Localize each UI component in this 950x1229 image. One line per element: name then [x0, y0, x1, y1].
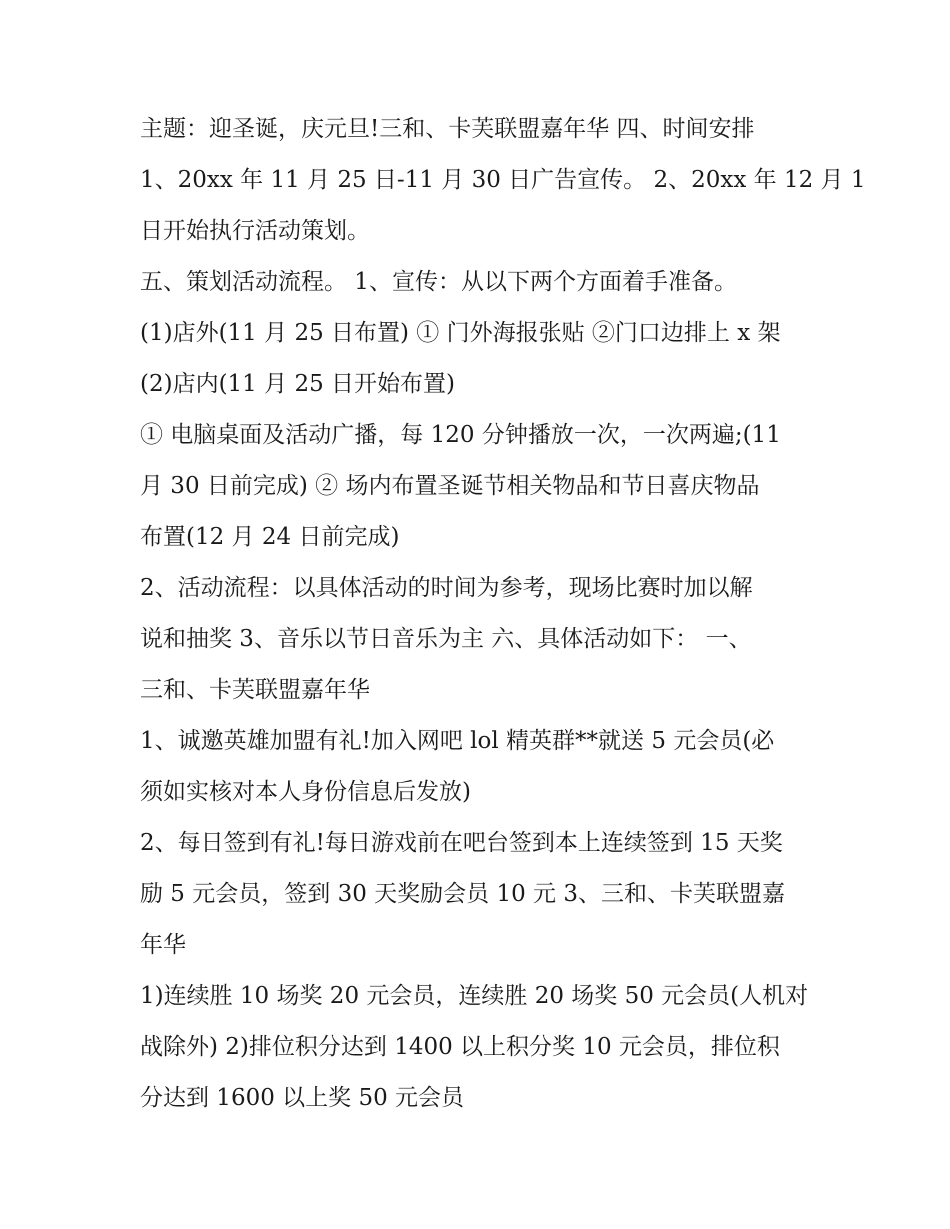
text-line-16: 励 5 元会员，签到 30 天奖励会员 10 元 3、三和、卡芙联盟嘉	[140, 881, 785, 907]
text-line-10: 2、活动流程：以具体活动的时间为参考，现场比赛时加以解	[140, 575, 753, 601]
text-line-14: 须如实核对本人身份信息后发放)	[140, 779, 471, 805]
text-line-17: 年华	[140, 932, 186, 958]
text-line-19: 战除外) 2)排位积分达到 1400 以上积分奖 10 元会员，排位积	[140, 1034, 780, 1060]
text-line-11: 说和抽奖 3、音乐以节日音乐为主 六、具体活动如下： 一、	[140, 626, 752, 652]
document-body	[140, 104, 866, 1124]
text-line-15: 2、每日签到有礼!每日游戏前在吧台签到本上连续签到 15 天奖	[140, 830, 783, 856]
text-line-5: (1)店外(11 月 25 日布置) ① 门外海报张贴 ②门口边排上 x 架	[140, 320, 781, 346]
text-line-18: 1)连续胜 10 场奖 20 元会员，连续胜 20 场奖 50 元会员(人机对	[140, 983, 809, 1009]
text-line-9: 布置(12 月 24 日前完成)	[140, 524, 400, 550]
text-line-8: 月 30 日前完成) ② 场内布置圣诞节相关物品和节日喜庆物品	[140, 473, 760, 499]
text-line-20: 分达到 1600 以上奖 50 元会员	[140, 1085, 465, 1111]
text-line-6: (2)店内(11 月 25 日开始布置)	[140, 371, 455, 397]
text-line-12: 三和、卡芙联盟嘉年华	[140, 677, 370, 703]
text-line-7: ① 电脑桌面及活动广播，每 120 分钟播放一次，一次两遍;(11	[140, 422, 781, 448]
text-line-2: 1、20xx 年 11 月 25 日-11 月 30 日广告宣传。 2、20xx 年 12 月 1	[140, 167, 866, 193]
text-line-13: 1、诚邀英雄加盟有礼!加入网吧 lol 精英群**就送 5 元会员(必	[140, 728, 775, 754]
text-line-4: 五、策划活动流程。 1、宣传：从以下两个方面着手准备。	[140, 269, 737, 295]
text-line-3: 日开始执行活动策划。	[140, 218, 370, 244]
text-line-1: 主题：迎圣诞，庆元旦!三和、卡芙联盟嘉年华 四、时间安排	[140, 116, 755, 142]
